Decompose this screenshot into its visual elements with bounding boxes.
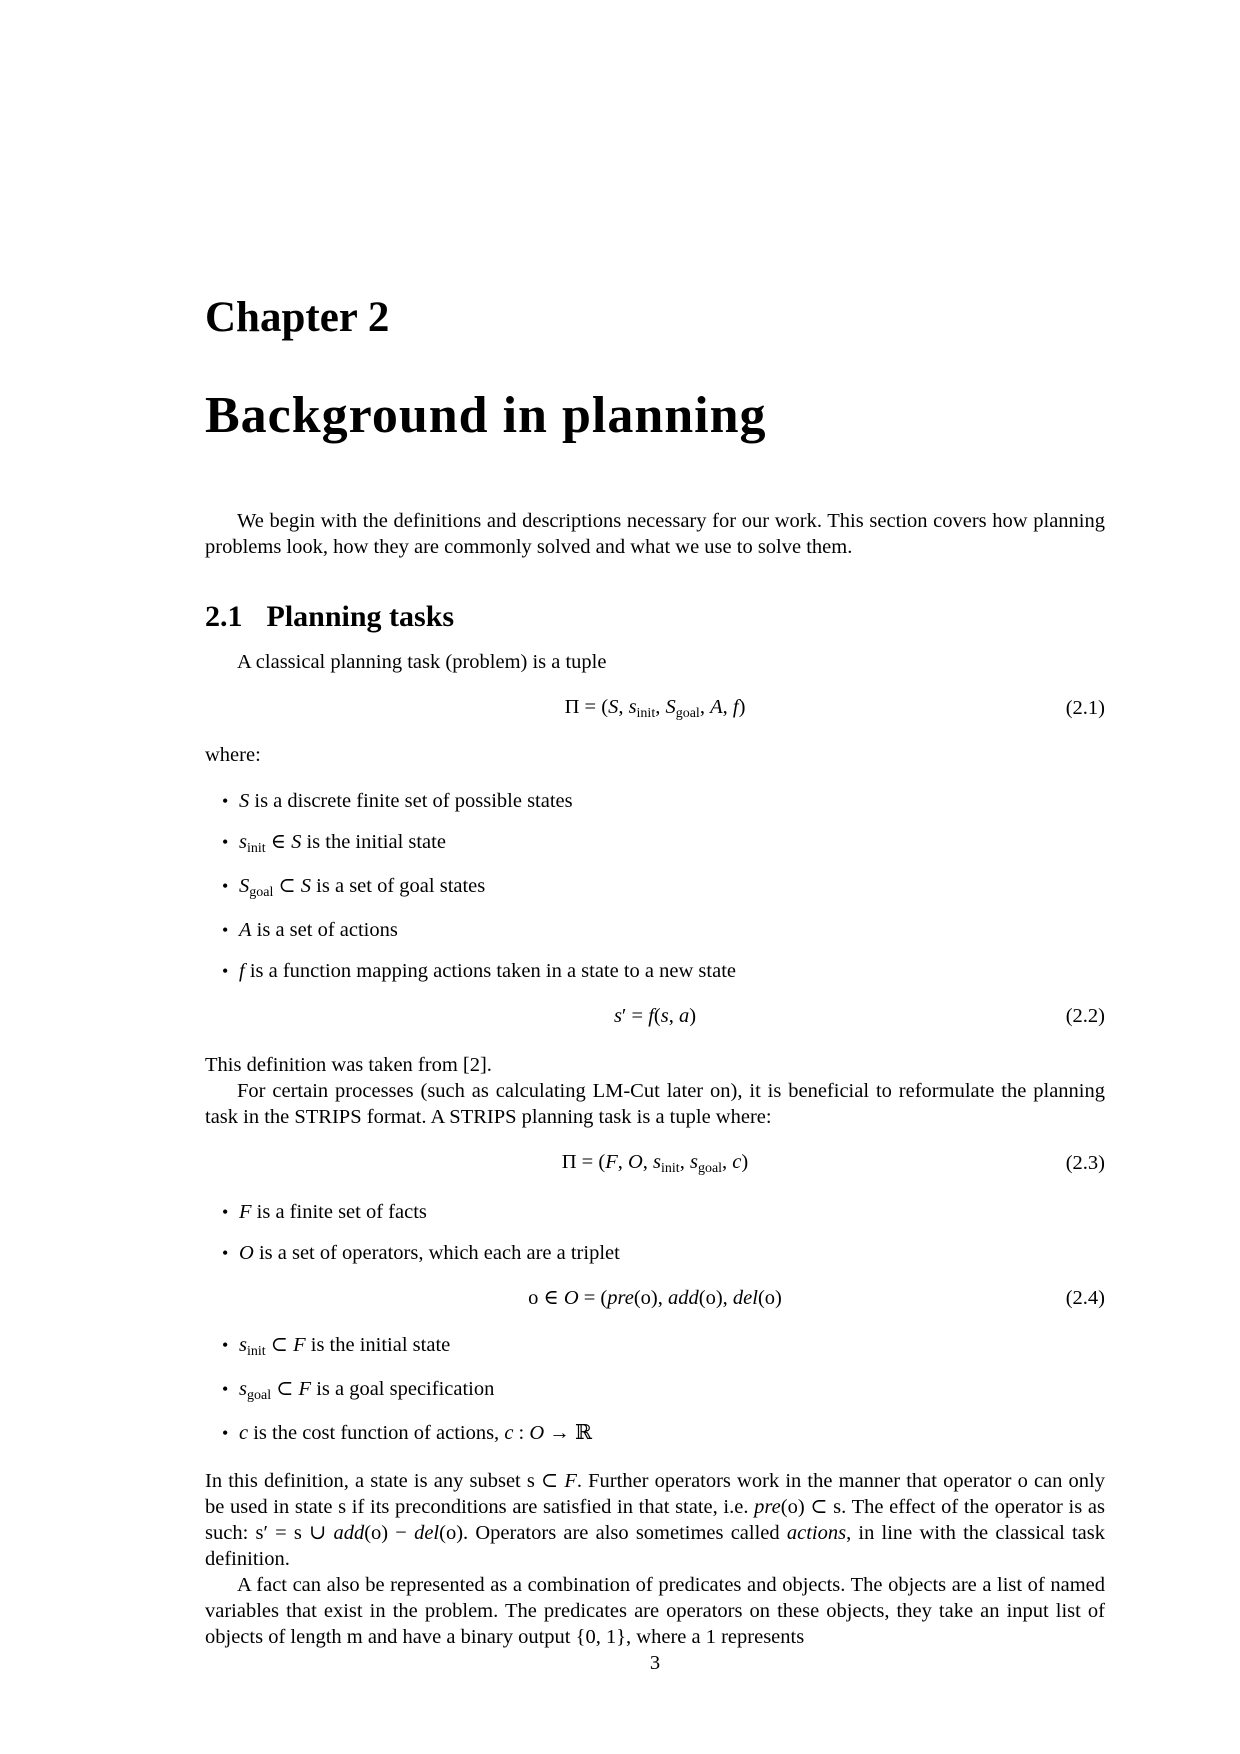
strips-tuple-list-top [205, 1199, 1105, 1266]
math-fragment: s [653, 1150, 662, 1173]
math-fragment: O [529, 1421, 545, 1444]
math-fragment: add [668, 1286, 699, 1309]
math-fragment: init [636, 705, 656, 721]
list-item [205, 829, 1105, 858]
math-fragment: O [627, 1150, 643, 1173]
intro-paragraph: We begin with the definitions and descriptions necessary for our work. This section covers how planning problems look, how they are commonly solved and what we use to solve them. [205, 509, 1105, 558]
math-fragment: In this definition, a state is any subset s ⊂ [205, 1469, 565, 1492]
math-fragment: → [544, 1421, 575, 1444]
math-fragment: ( [653, 1004, 661, 1027]
facts-paragraph: A fact can also be represented as a combination of predicates and objects. The objects are a list of named variables that exist in the problem. The predicates are operators on these objects, they take an input list of objects of length m and have a binary output {0, 1}, where a 1 represents [205, 1573, 1105, 1648]
list-item [205, 1199, 1105, 1225]
math-fragment: , in line with the classical task definition. [205, 1521, 1106, 1570]
page-content [205, 0, 1105, 1650]
math-fragment: , [722, 695, 733, 718]
equation-body [614, 1005, 696, 1027]
math-fragment: A [710, 695, 723, 718]
math-fragment: O [239, 1241, 254, 1264]
math-fragment: F [605, 1150, 618, 1173]
where-label: where: [205, 743, 261, 766]
math-fragment: is the initial state [301, 830, 446, 853]
math-fragment: ∈ [265, 830, 292, 853]
math-fragment: is a function mapping actions taken in a state to a new state [244, 959, 736, 982]
list-item [205, 1420, 1105, 1446]
math-fragment: goal [675, 705, 700, 721]
strips-tuple-list-bottom [205, 1332, 1105, 1446]
math-fragment: c [239, 1421, 249, 1444]
math-fragment: s [239, 1377, 247, 1400]
chapter-title: Background in planning [205, 387, 767, 444]
math-fragment: F [293, 1333, 306, 1356]
section-heading [205, 600, 1105, 633]
math-fragment: , [617, 1150, 628, 1173]
math-fragment: , [699, 695, 711, 718]
math-fragment: is a set of operators, which each are a triplet [253, 1241, 620, 1264]
list-item [205, 1376, 1105, 1405]
math-fragment: ⊂ [271, 1377, 299, 1400]
math-fragment: (o) ⊂ s. The effect of the operator is as such: s′ = s ∪ [205, 1495, 1105, 1544]
math-fragment: is the initial state [305, 1333, 451, 1356]
math-fragment: goal [249, 884, 274, 900]
equation-body [561, 1150, 749, 1176]
math-fragment: F [298, 1377, 312, 1400]
math-fragment: ) [689, 1004, 697, 1027]
math-fragment: = ( [578, 1286, 608, 1309]
math-fragment: ) [738, 695, 746, 718]
math-fragment: S [291, 830, 302, 853]
math-fragment: , [655, 695, 666, 718]
math-fragment: c [732, 1150, 742, 1173]
math-fragment: f [239, 959, 245, 982]
math-fragment: , [618, 695, 629, 718]
math-fragment: actions [786, 1521, 847, 1544]
equation-2-1 [205, 693, 1105, 724]
lead-in-paragraph: A classical planning task (problem) is a tuple [237, 650, 607, 673]
math-fragment: ′ [621, 1004, 627, 1027]
math-fragment: del [732, 1286, 758, 1309]
math-fragment: s [239, 830, 247, 853]
math-fragment: : [513, 1421, 530, 1444]
math-fragment: (o) − [364, 1521, 415, 1544]
list-item [205, 1240, 1105, 1266]
section-number: 2.1 [205, 599, 243, 633]
chapter-label: Chapter 2 [205, 294, 390, 341]
math-fragment: ⊂ [273, 874, 301, 897]
math-fragment: init [661, 1160, 680, 1176]
math-fragment: O [563, 1286, 579, 1309]
math-fragment: f [648, 1004, 654, 1027]
equation-body [528, 1287, 782, 1309]
equation-number: (2.3) [1065, 1152, 1105, 1175]
equation-2-3 [205, 1148, 1105, 1179]
math-fragment: is a set of actions [251, 918, 398, 941]
state-explanation-paragraph [205, 1468, 1105, 1572]
equation-body [564, 695, 746, 721]
math-fragment: del [414, 1521, 440, 1544]
math-fragment: ) [741, 1150, 749, 1173]
math-fragment: S [300, 874, 312, 897]
math-fragment: pre [754, 1495, 781, 1518]
math-fragment: F [239, 1200, 252, 1223]
math-fragment: pre [607, 1286, 634, 1309]
math-fragment: a [678, 1004, 690, 1027]
math-fragment: (o), [633, 1286, 668, 1309]
math-fragment: is a finite set of facts [251, 1200, 427, 1223]
equation-2-2 [205, 1002, 1105, 1030]
math-fragment: s [613, 1004, 622, 1027]
equation-number: (2.2) [1065, 1004, 1105, 1027]
math-fragment: o ∈ [528, 1286, 564, 1309]
equation-2-4 [205, 1284, 1105, 1312]
math-fragment: (o), [698, 1286, 733, 1309]
math-fragment: S [608, 695, 619, 718]
strips-intro-paragraph: For certain processes (such as calculating LM-Cut later on), it is beneficial to reformulate the planning task in the STRIPS format. A STRIPS planning task is a tuple where: [205, 1079, 1105, 1128]
math-fragment: (o) [757, 1286, 782, 1309]
math-fragment: init [246, 840, 266, 856]
math-fragment: ℝ [574, 1421, 592, 1444]
math-fragment: is a discrete finite set of possible states [249, 789, 573, 812]
math-fragment: , [679, 1150, 690, 1173]
math-fragment: init [246, 1343, 266, 1359]
math-fragment: , [722, 1150, 733, 1173]
math-fragment: f [732, 695, 739, 718]
list-item [205, 958, 1105, 984]
math-fragment: is a goal specification [311, 1377, 495, 1400]
math-fragment: s [689, 1150, 698, 1173]
math-fragment: add [333, 1521, 365, 1544]
math-fragment: Π = ( [561, 1150, 606, 1173]
math-fragment: = [626, 1004, 649, 1027]
math-fragment: , [642, 1150, 654, 1173]
math-fragment: S [239, 874, 250, 897]
math-fragment: (o). Operators are also sometimes called [439, 1521, 787, 1544]
math-fragment: , [668, 1004, 679, 1027]
math-fragment: S [239, 789, 250, 812]
math-fragment: c [504, 1421, 514, 1444]
math-fragment: F [564, 1469, 577, 1492]
classical-tuple-list [205, 788, 1105, 984]
list-item [205, 788, 1105, 814]
math-fragment: Π = ( [564, 695, 609, 718]
list-item [205, 917, 1105, 943]
section-title: Planning tasks [266, 599, 455, 633]
math-fragment: s [660, 1004, 669, 1027]
math-fragment: is a set of goal states [311, 874, 486, 897]
math-fragment: is the cost function of actions, [248, 1421, 505, 1444]
math-fragment: ⊂ [265, 1333, 294, 1356]
equation-number: (2.1) [1065, 697, 1105, 720]
list-item [205, 1332, 1105, 1361]
math-fragment: A [239, 918, 252, 941]
list-item [205, 873, 1105, 902]
math-fragment: s [239, 1333, 247, 1356]
math-fragment: s [628, 695, 637, 718]
equation-number: (2.4) [1065, 1286, 1105, 1309]
definition-source-paragraph: This definition was taken from [2]. [205, 1053, 492, 1076]
math-fragment: goal [246, 1387, 272, 1403]
math-fragment: goal [697, 1160, 723, 1176]
page-number: 3 [649, 1652, 661, 1674]
math-fragment: S [665, 695, 676, 718]
math-fragment: . Further operators work in the manner that operator o can only be used in state s if its preconditions are satisfied in that state, i.e. [205, 1469, 1105, 1518]
